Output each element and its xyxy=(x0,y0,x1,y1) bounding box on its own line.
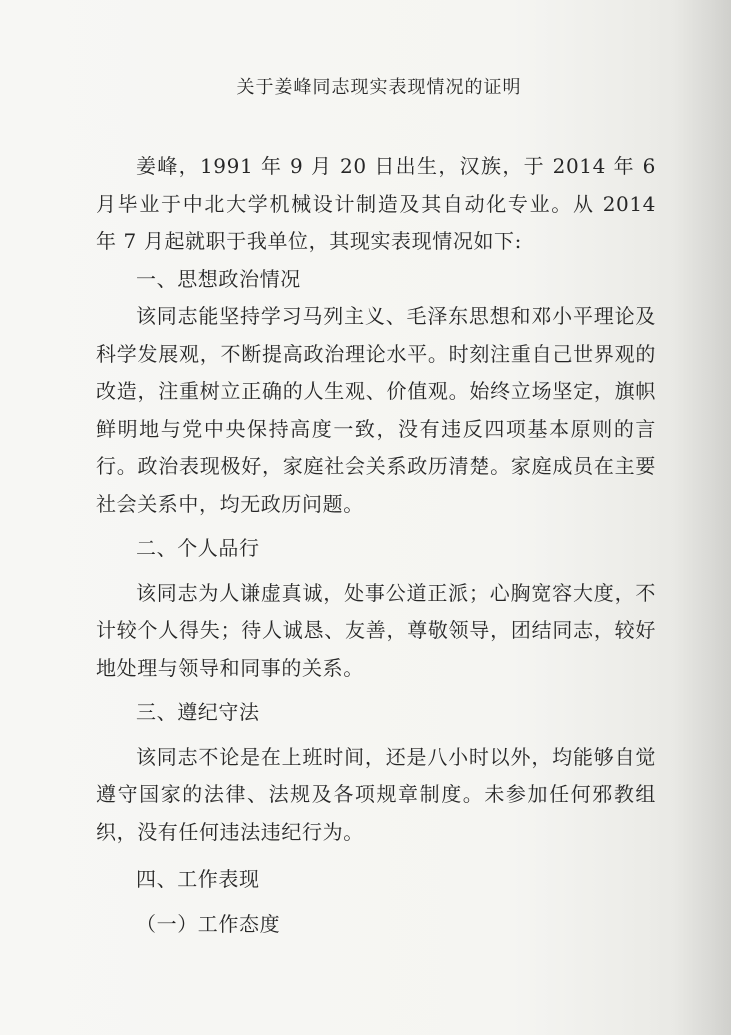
certificate-document xyxy=(96,72,656,943)
page-fold-shadow xyxy=(673,0,731,1035)
section-body-political: 该同志能坚持学习马列主义、毛泽东思想和邓小平理论及科学发展观，不断提高政治理论水平。时刻注重自己世界观的改造，注重树立正确的人生观、价值观。始终立场坚定，旗帜鲜明地与党中央保持高度一致，没有违反四项基本原则的言行。政治表现极好，家庭社会关系政历清楚。家庭成员在主要社会关系中，均无政历问题。 xyxy=(96,304,656,516)
section-heading-political: 一、思想政治情况 xyxy=(136,266,301,291)
intro-paragraph: 姜峰，1991 年 9 月 20 日出生，汉族，于 2014 年 6 月毕业于中北大学机械设计制造及其自动化专业。从 2014 年 7 月起就职于我单位，其现实表现情况如下: xyxy=(96,154,656,253)
section-heading-character: 二、个人品行 xyxy=(136,536,260,560)
section-heading-law: 三、遵纪守法 xyxy=(136,700,260,724)
subsection-heading-attitude: （一）工作态度 xyxy=(136,911,281,936)
section-heading-work: 四、工作表现 xyxy=(136,867,260,891)
document-title: 关于姜峰同志现实表现情况的证明 xyxy=(236,77,522,98)
section-body-law: 该同志不论是在上班时间，还是八小时以外，均能够自觉遵守国家的法律、法规及各项规章制度。未参加任何邪教组织，没有任何违法违纪行为。 xyxy=(96,744,656,844)
section-body-character: 该同志为人谦虚真诚，处事公道正派；心胸宽容大度，不计较个人得失；待人诚恳、友善，尊敬领导，团结同志，较好地处理与领导和同事的关系。 xyxy=(96,580,656,680)
